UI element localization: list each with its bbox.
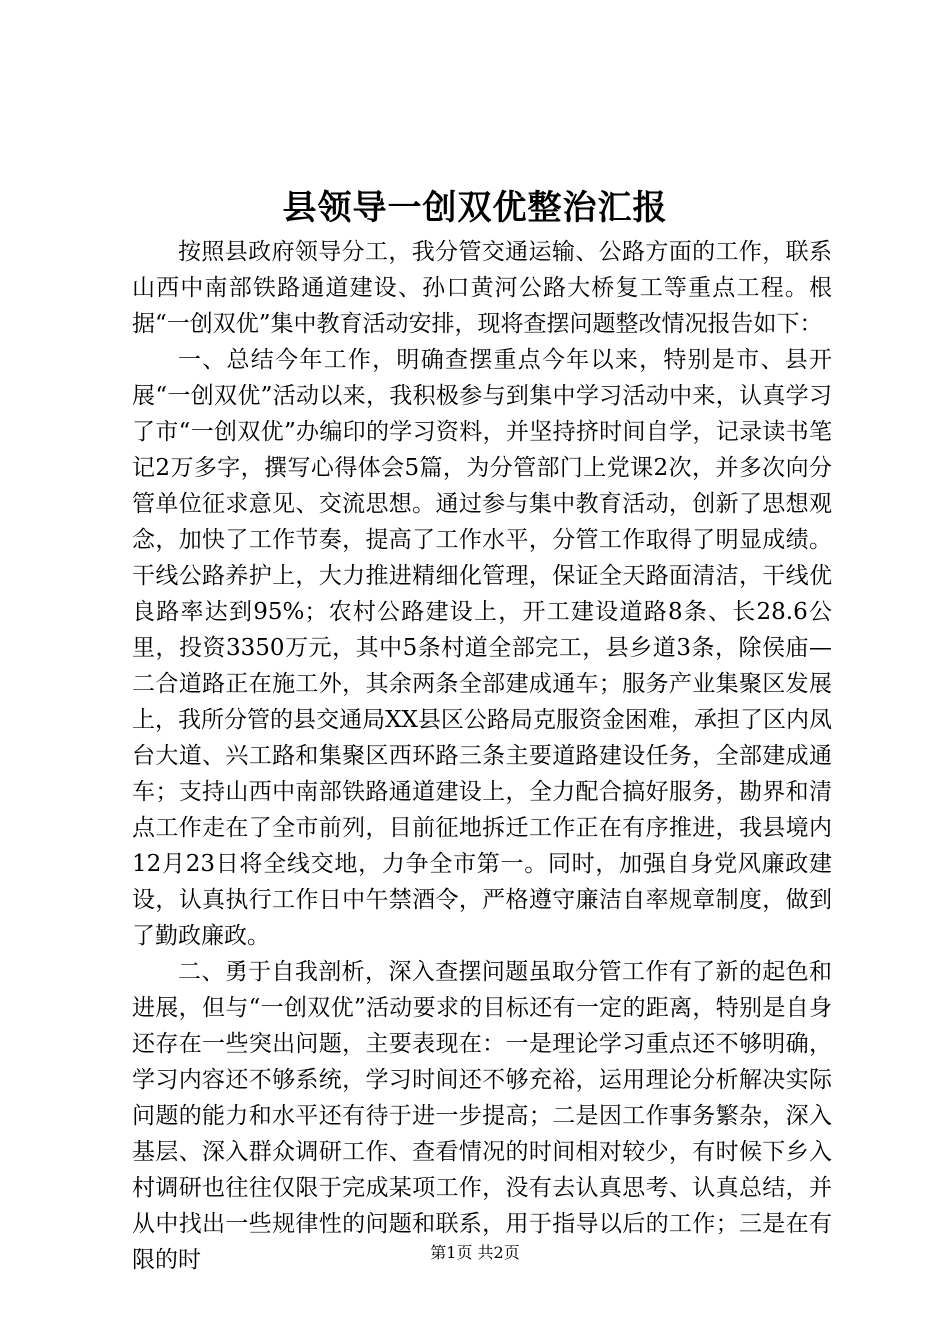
document-title: 县领导一创双优整治汇报 — [282, 188, 668, 228]
paragraph-intro: 按照县政府领导分工，我分管交通运输、公路方面的工作，联系山西中南部铁路通道建设、孙口黄河公路大桥复工等重点工程。根据“一创双优”集中教育活动安排，现将查摆问题整改情况报告如下： — [132, 239, 832, 337]
paragraph-section-one: 一、总结今年工作，明确查摆重点今年以来，特别是市、县开展“一创双优”活动以来，我积极参与到集中学习活动中来，认真学习了市“一创双优”办编印的学习资料，并坚持挤时间自学，记录读书笔记2万多字，撰写心得体会5篇，为分管部门上党课2次，并多次向分管单位征求意见、交流思想。通过参与集中教育活动，创新了思想观念，加快了工作节奏，提高了工作水平，分管工作取得了明显成绩。干线公路养护上，大力推进精细化管理，保证全天路面清洁，干线优良路率达到95%；农村公路建设上，开工建设道路8条、长28.6公里，投资3350万元，其中5条村道全部完工，县乡道3条，除侯庙—二合道路正在施工外，其余两条全部建成通车；服务产业集聚区发展上，我所分管的县交通局XX县区公路局克服资金困难，承担了区内凤台大道、兴工路和集聚区西环路三条主要道路建设任务，全部建成通车；支持山西中南部铁路通道建设上，全力配合搞好服务，勘界和清点工作走在了全市前列，目前征地拆迁工作正在有序推进，我县境内12月23日将全线交地，力争全市第一。同时，加强自身党风廉政建设，认真执行工作日中午禁酒令，严格遵守廉洁自率规章制度，做到了勤政廉政。 — [132, 347, 832, 949]
paragraph-section-two: 二、勇于自我剖析，深入查摆问题虽取分管工作有了新的起色和进展，但与“一创双优”活动要求的目标还有一定的距离，特别是自身还存在一些突出问题，主要表现在：一是理论学习重点还不够明确，学习内容还不够系统，学习时间还不够充裕，运用理论分析解决实际问题的能力和水平还有待于进一步提高；二是因工作事务繁杂，深入基层、深入群众调研工作、查看情况的时间相对较少，有时候下乡入村调研也往往仅限于完成某项工作，没有去认真思考、认真总结，并从中找出一些规律性的问题和联系，用于指导以后的工作；三是在有限的时 — [132, 959, 832, 1273]
page-footer: 第1页 共2页 — [430, 1243, 520, 1262]
document-body — [132, 234, 832, 1278]
